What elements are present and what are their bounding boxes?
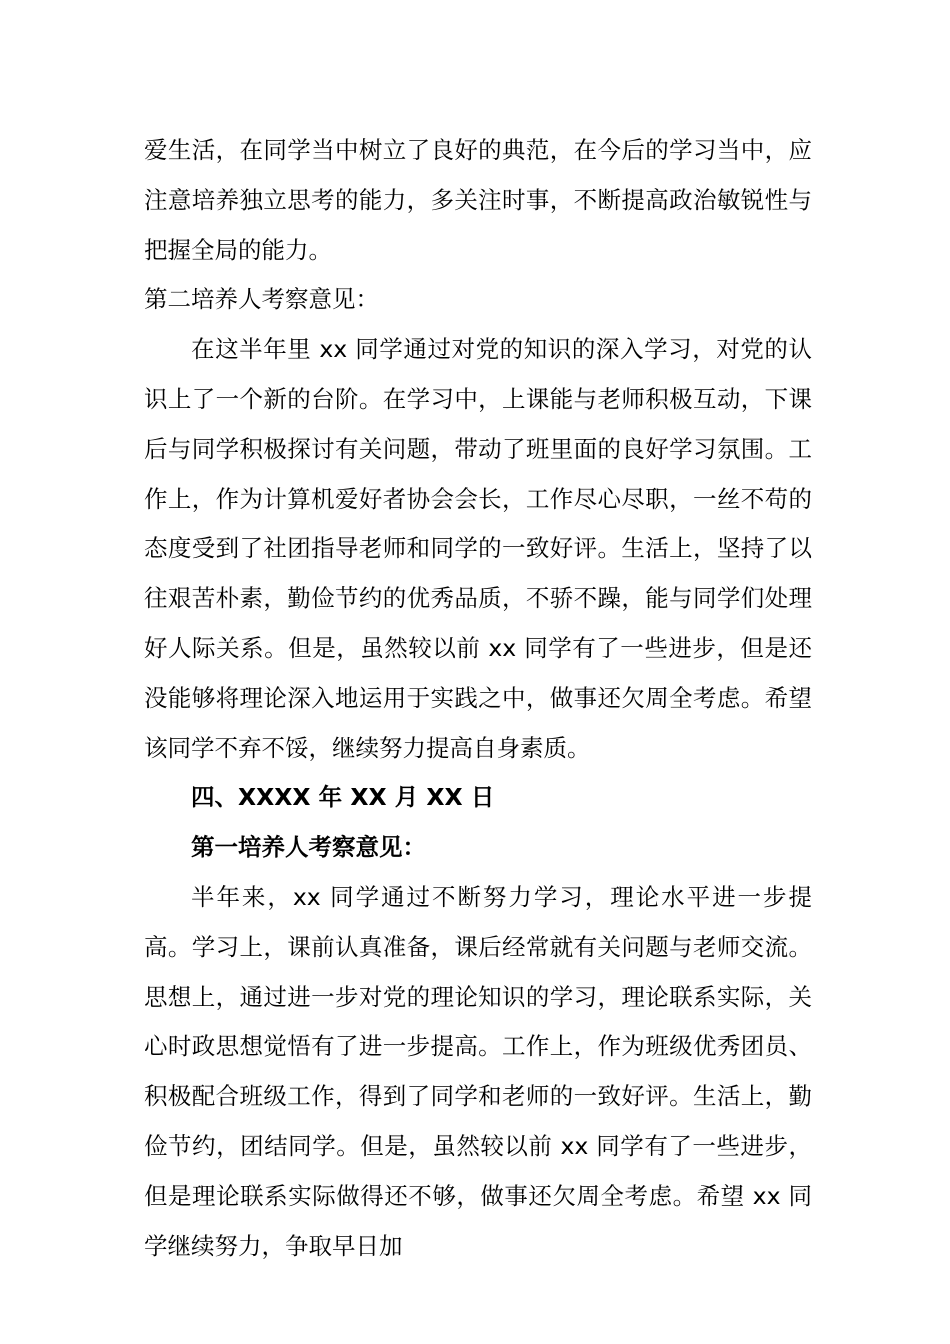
heading-second-mentor-opinion: 第二培养人考察意见： [144, 285, 379, 314]
paragraph-first-mentor-opinion: 半年来，xx 同学通过不断努力学习，理论水平进一步提高。学习上，课前认真准备，课后经常就有关问题与老师交流。思想上，通过进一步对党的理论知识的学习，理论联系实际，关心时政思想觉悟有了进一步提高。工作上，作为班级优秀团员、积极配合班级工作，得到了同学和老师的一致好评。生活上，勤俭节约，团结同学。但是，虽然较以前 xx 同学有了一些进步，但是理论联系实际做得还不够，做事还欠周全考虑。希望 xx 同学继续努力，争取早日加 [144, 882, 812, 1260]
section-date-heading: 四、XXXX 年 XX 月 XX 日 [191, 783, 495, 812]
document-page [144, 126, 812, 1271]
paragraph-evaluation-continued: 爱生活，在同学当中树立了良好的典范，在今后的学习当中，应注意培养独立思考的能力，多关注时事，不断提高政治敏锐性与把握全局的能力。 [144, 136, 812, 264]
heading-first-mentor-opinion: 第一培养人考察意见： [191, 833, 426, 862]
paragraph-second-mentor-opinion: 在这半年里 xx 同学通过对党的知识的深入学习，对党的认识上了一个新的台阶。在学习中，上课能与老师积极互动，下课后与同学积极探讨有关问题，带动了班里面的良好学习氛围。工作上，作为计算机爱好者协会会长，工作尽心尽职，一丝不苟的态度受到了社团指导老师和同学的一致好评。生活上，坚持了以往艰苦朴素，勤俭节约的优秀品质，不骄不躁，能与同学们处理好人际关系。但是，虽然较以前 xx 同学有了一些进步，但是还没能够将理论深入地运用于实践之中，做事还欠周全考虑。希望该同学不弃不馁，继续努力提高自身素质。 [144, 335, 812, 762]
